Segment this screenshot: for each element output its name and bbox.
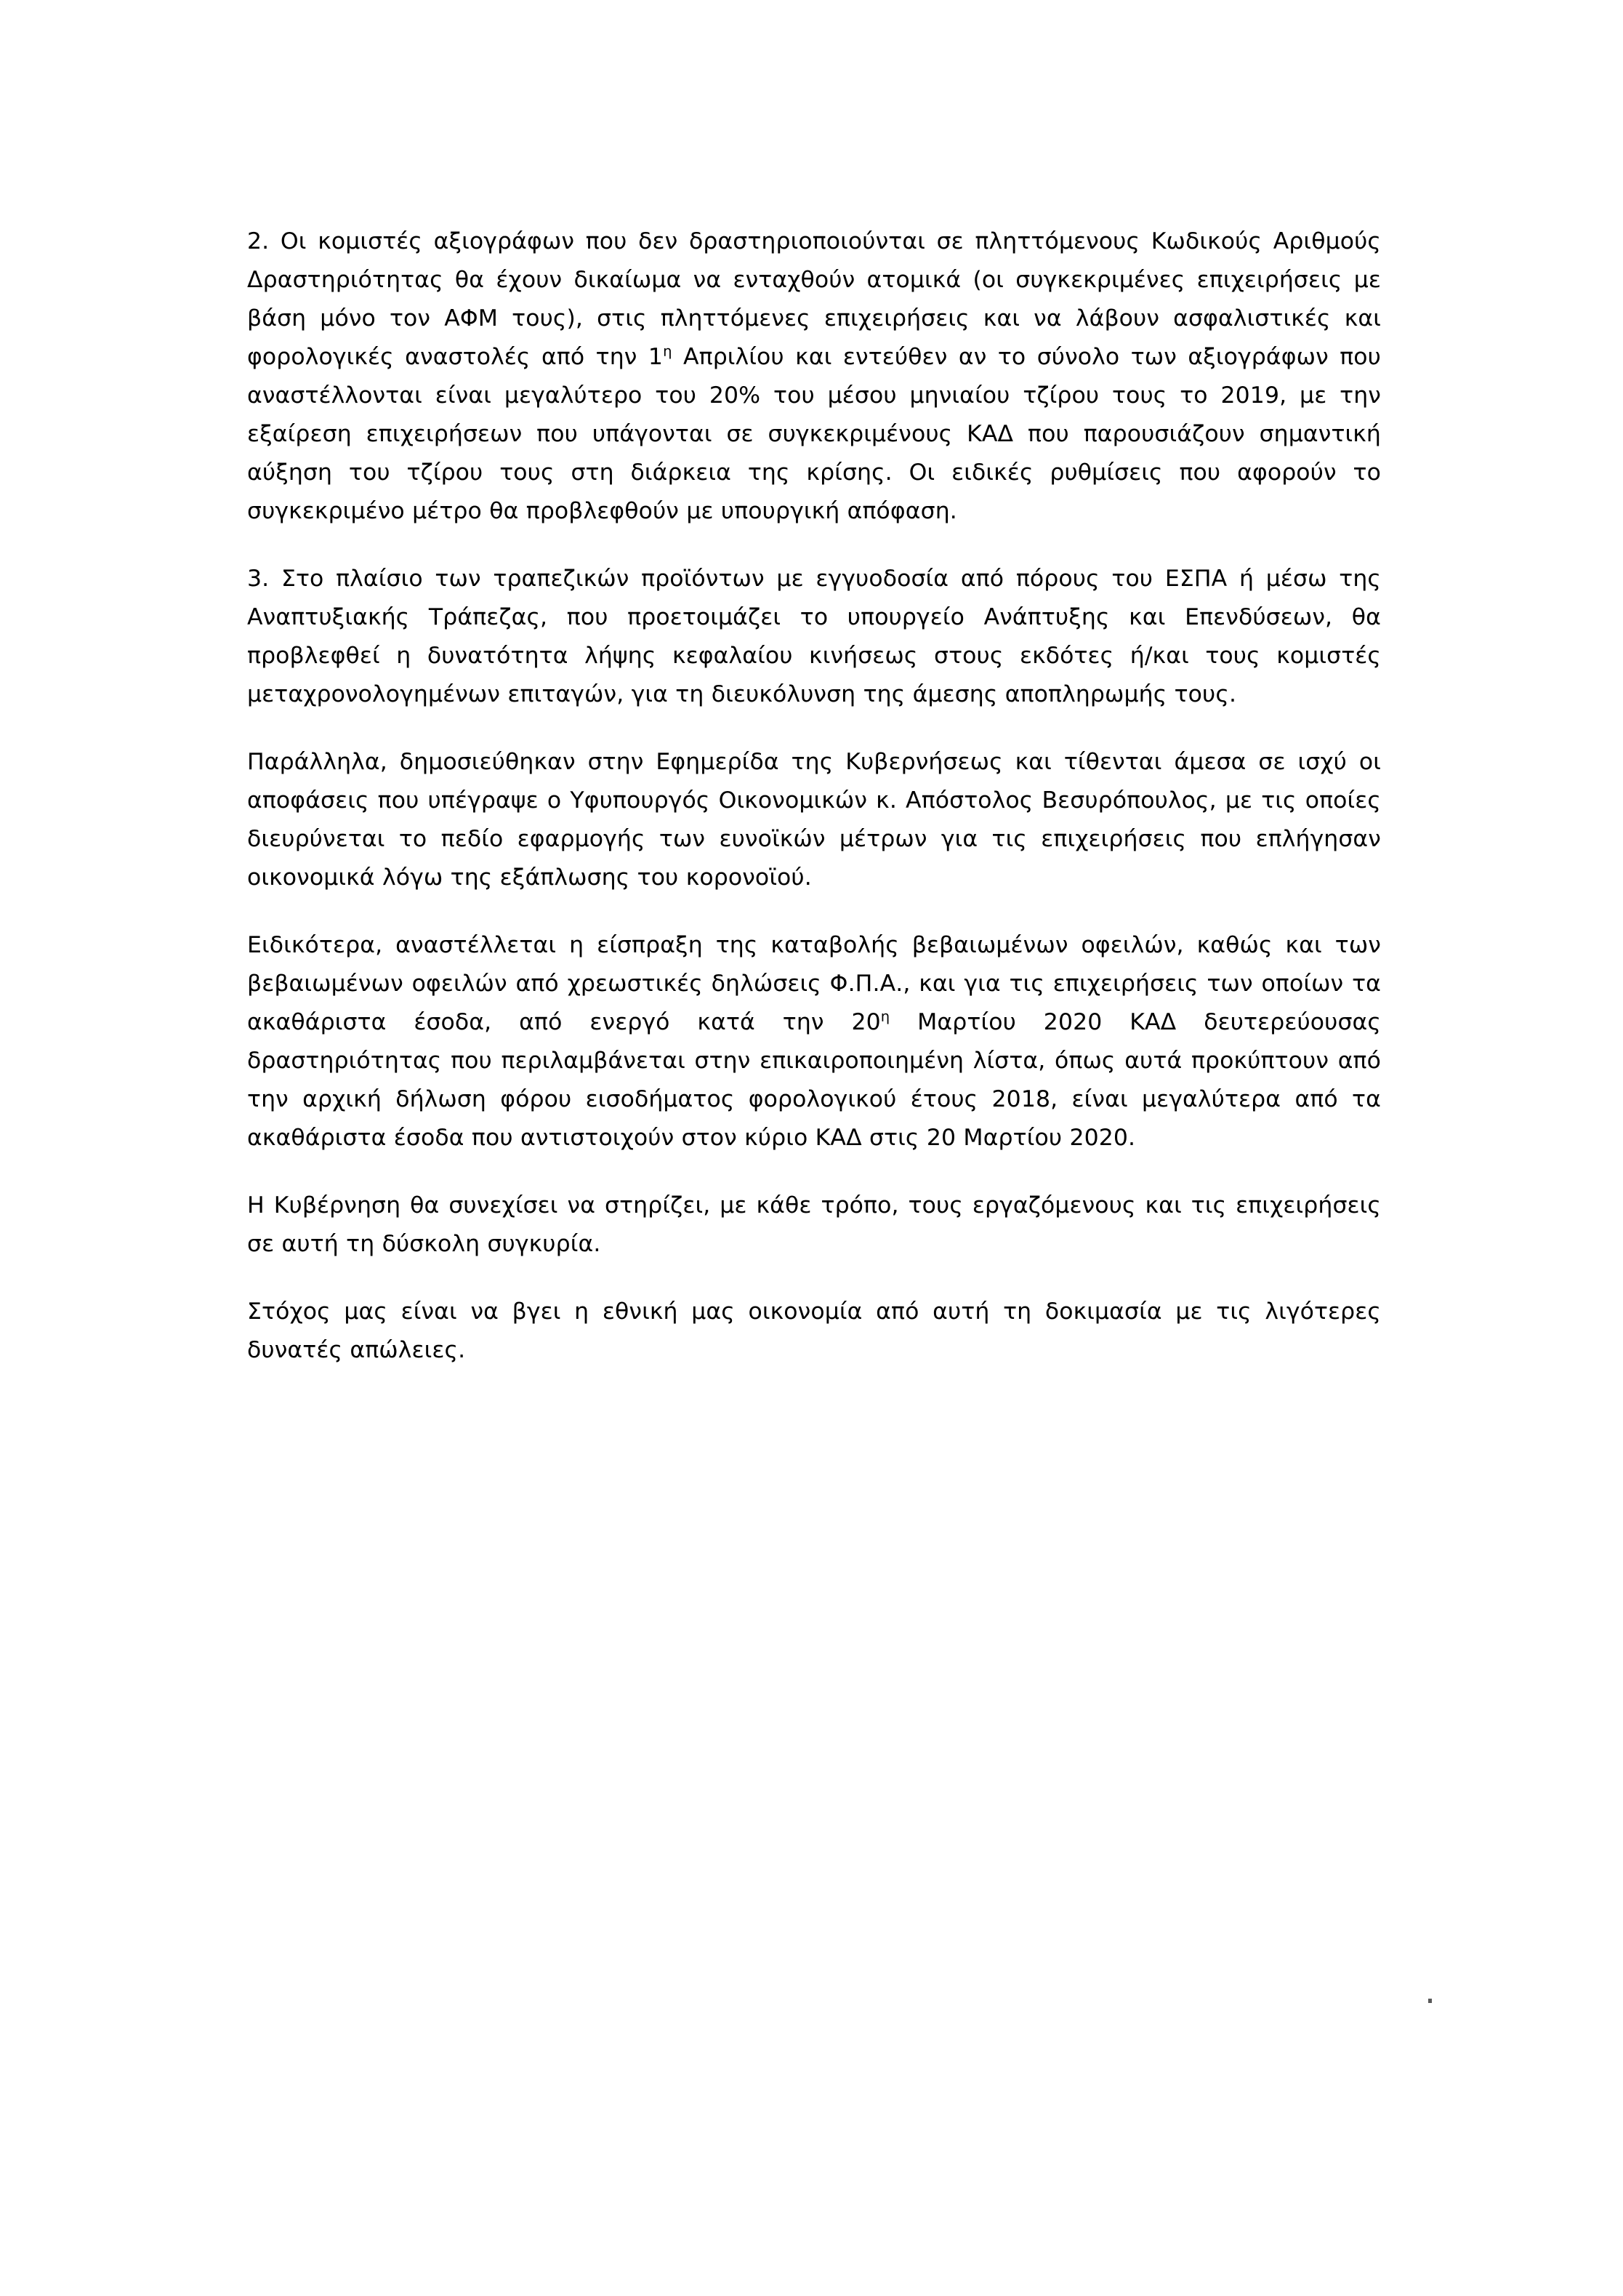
document-body [247, 222, 1381, 1370]
paragraph-para-eidikotera [247, 926, 1381, 1157]
ordinal-superscript: η [880, 1008, 890, 1025]
paragraph-text: 2. Οι κομιστές αξιογράφων που δεν δραστηριοποιούνται σε πληττόμενους Κωδικούς Αριθμούς Δραστηριότητας θα έχουν δικαίωμα να ενταχθούν ατομικά (οι συγκεκριμένες επιχειρήσεις με βάση μόνο τον ΑΦΜ τους), στις πληττόμενες επιχειρήσεις και να λάβουν ασφαλιστικές και φορολογικές αναστολές από την 1 [247, 228, 1381, 370]
paragraph-para-3 [247, 560, 1381, 714]
paragraph-text: Στόχος μας είναι να βγει η εθνική μας οικονομία από αυτή τη δοκιμασία με τις λιγότερες δυνατές απώλειες. [247, 1298, 1381, 1363]
paragraph-text: Η Κυβέρνηση θα συνεχίσει να στηρίζει, με κάθε τρόπο, τους εργαζόμενους και τις επιχειρήσεις σε αυτή τη δύσκολη συγκυρία. [247, 1192, 1381, 1257]
paragraph-para-stoxos [247, 1293, 1381, 1370]
scan-artifact-speck [1428, 1999, 1432, 2003]
paragraph-text: Μαρτίου 2020 ΚΑΔ δευτερεύουσας δραστηριότητας που περιλαμβάνεται στην επικαιροποιημένη λίστα, όπως αυτά προκύπτουν από την αρχική δήλωση φόρου εισοδήματος φορολογικού έτους 2018, είναι μεγαλύτερα από τα ακαθάριστα έσοδα που αντιστοιχούν στον κύριο ΚΑΔ στις 20 Μαρτίου 2020. [247, 1009, 1381, 1151]
paragraph-para-parallila [247, 743, 1381, 897]
paragraph-text: Απριλίου και εντεύθεν αν το σύνολο των αξιογράφων που αναστέλλονται είναι μεγαλύτερο του 20% του μέσου μηνιαίου τζίρου τους το 2019, με την εξαίρεση επιχειρήσεων που υπάγονται σε συγκεκριμένους ΚΑΔ που παρουσιάζουν σημαντική αύξηση του τζίρου τους στη διάρκεια της κρίσης. Οι ειδικές ρυθμίσεις που αφορούν το συγκεκριμένο μέτρο θα προβλεφθούν με υπουργική απόφαση. [247, 344, 1381, 524]
paragraph-text: Παράλληλα, δημοσιεύθηκαν στην Εφημερίδα της Κυβερνήσεως και τίθενται άμεσα σε ισχύ οι αποφάσεις που υπέγραψε ο Υφυπουργός Οικονομικών κ. Απόστολος Βεσυρόπουλος, με τις οποίες διευρύνεται το πεδίο εφαρμογής των ευνοϊκών μέτρων για τις επιχειρήσεις που επλήγησαν οικονομικά λόγω της εξάπλωσης του κορονοϊού. [247, 749, 1381, 891]
paragraph-para-kyvernisi [247, 1187, 1381, 1264]
paragraph-para-2 [247, 222, 1381, 531]
paragraph-text: 3. Στο πλαίσιο των τραπεζικών προϊόντων με εγγυοδοσία από πόρους του ΕΣΠΑ ή μέσω της Αναπτυξιακής Τράπεζας, που προετοιμάζει το υπουργείο Ανάπτυξης και Επενδύσεων, θα προβλεφθεί η δυνατότητα λήψης κεφαλαίου κινήσεως στους εκδότες ή/και τους κομιστές μεταχρονολογημένων επιταγών, για τη διευκόλυνση της άμεσης αποπληρωμής τους. [247, 566, 1381, 707]
ordinal-superscript: η [663, 342, 672, 360]
paragraph-text: Ειδικότερα, αναστέλλεται η είσπραξη της καταβολής βεβαιωμένων οφειλών, καθώς και των βεβαιωμένων οφειλών από χρεωστικές δηλώσεις Φ.Π.Α., και για τις επιχειρήσεις των οποίων τα ακαθάριστα έσοδα, από ενεργό κατά την 20 [247, 932, 1381, 1035]
